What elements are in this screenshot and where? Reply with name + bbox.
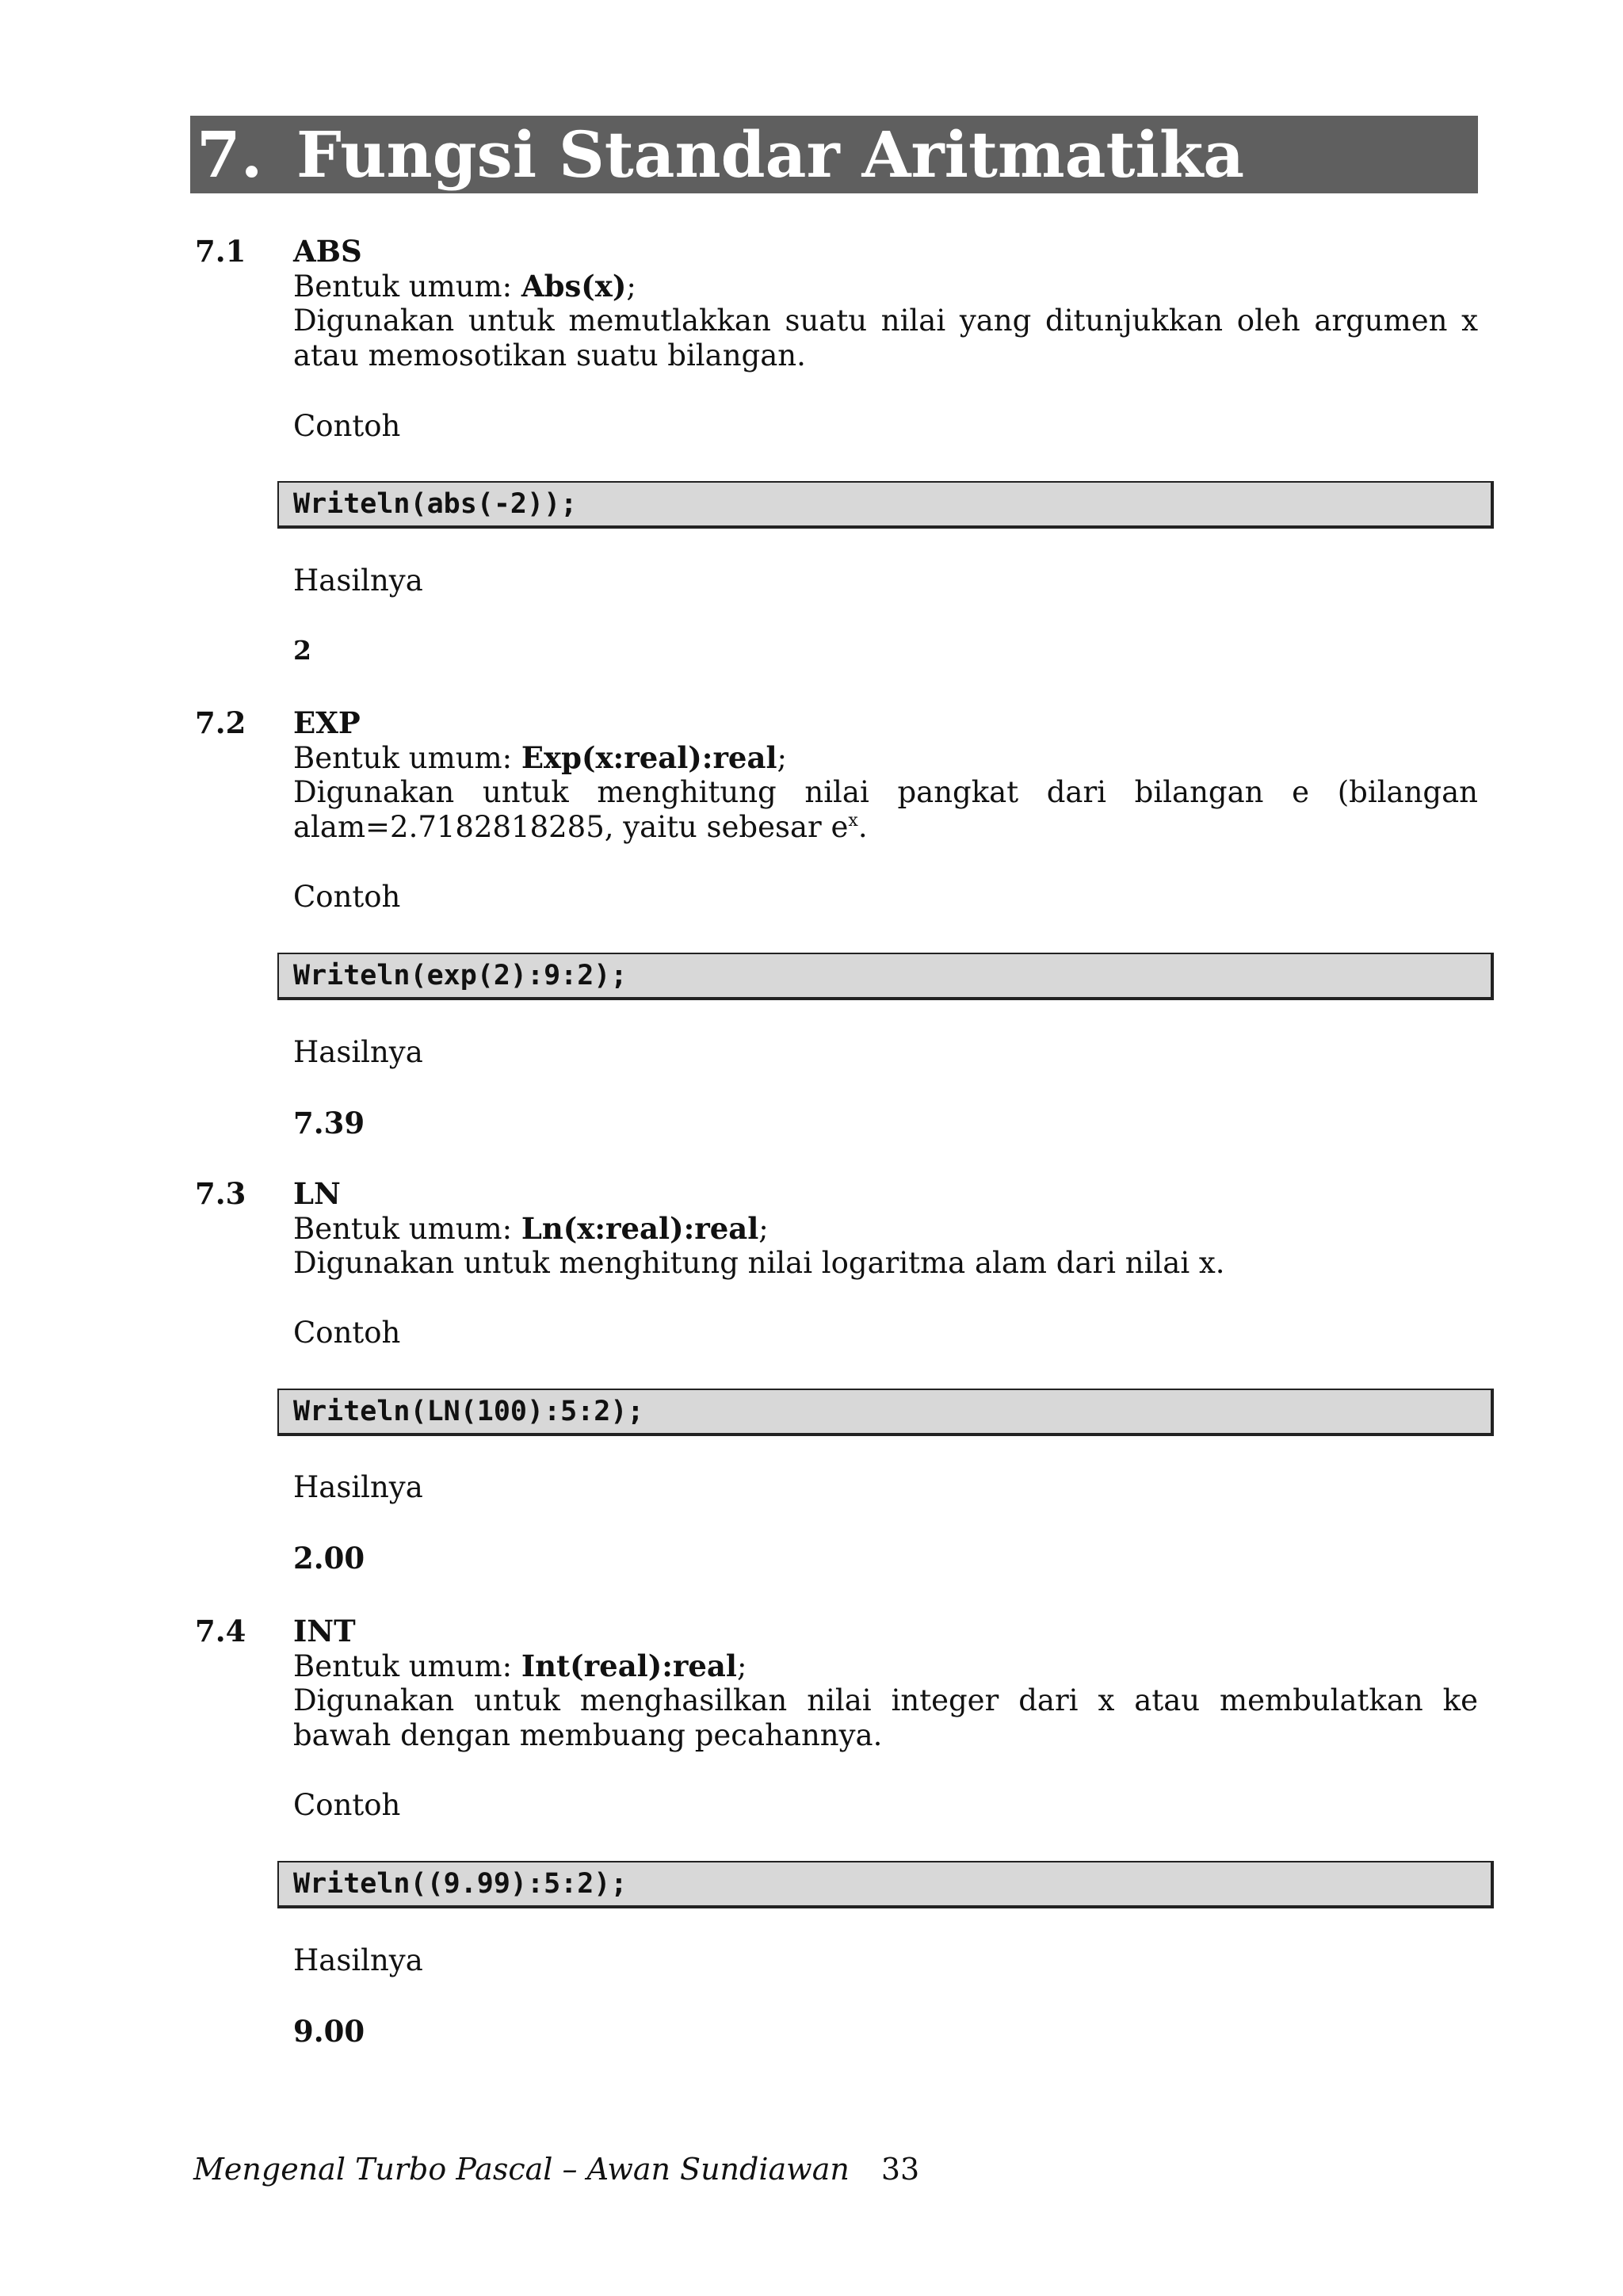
result-value: 7.39 — [293, 1106, 365, 1140]
result-value: 2 — [293, 635, 311, 666]
page-number: 33 — [880, 2152, 920, 2187]
section-title: EXP — [293, 705, 361, 740]
result-label: Hasilnya — [293, 563, 423, 598]
section-number: 7.4 — [195, 1614, 246, 1648]
result-value: 2.00 — [293, 1541, 365, 1576]
general-form: Bentuk umum: Exp(x:real):real; — [293, 740, 787, 775]
form-code: Int(real):real — [521, 1648, 737, 1683]
section-number: 7.1 — [195, 234, 246, 269]
section-title: INT — [293, 1614, 356, 1648]
example-label: Contoh — [293, 1788, 401, 1822]
example-label: Contoh — [293, 409, 401, 443]
example-label: Contoh — [293, 1316, 401, 1350]
result-label: Hasilnya — [293, 1943, 423, 1977]
form-code: Ln(x:real):real — [521, 1211, 759, 1246]
general-form: Bentuk umum: Abs(x); — [293, 269, 636, 304]
general-form: Bentuk umum: Int(real):real; — [293, 1648, 747, 1683]
section-title: LN — [293, 1176, 341, 1211]
description-line-1: Digunakan untuk menghitung nilai pangkat dari bilangan e (bilangan — [293, 775, 1478, 809]
description-line-2: alam=2.7182818285, yaitu sebesar $e^x$. — [293, 810, 868, 844]
page-footer — [193, 2151, 919, 2187]
book-title: Mengenal Turbo Pascal – Awan Sundiawan — [193, 2152, 850, 2187]
form-code: Abs(x) — [521, 269, 627, 304]
code-block: Writeln(abs(-2)); — [277, 481, 1494, 529]
description: Digunakan untuk menghasilkan nilai integer dari x atau membulatkan ke bawah dengan membuang pecahannya. — [293, 1683, 1478, 1752]
code-block: Writeln(exp(2):9:2); — [277, 953, 1494, 1000]
exponent: x — [848, 811, 858, 831]
form-code: Exp(x:real):real — [521, 740, 777, 775]
description: Digunakan untuk memutlakkan suatu nilai yang ditunjukkan oleh argumen x atau memosotikan suatu bilangan. — [293, 304, 1478, 372]
example-label: Contoh — [293, 880, 401, 914]
code-block: Writeln(LN(100):5:2); — [277, 1389, 1494, 1436]
description: Digunakan untuk menghitung nilai logaritma alam dari nilai x. — [293, 1246, 1225, 1280]
result-label: Hasilnya — [293, 1470, 423, 1504]
chapter-heading — [190, 116, 1478, 193]
code-block: Writeln((9.99):5:2); — [277, 1861, 1494, 1908]
general-form: Bentuk umum: Ln(x:real):real; — [293, 1211, 769, 1246]
chapter-title: Fungsi Standar Aritmatika — [296, 117, 1245, 192]
result-label: Hasilnya — [293, 1035, 423, 1069]
section-number: 7.3 — [195, 1176, 246, 1211]
chapter-number: 7. — [197, 117, 263, 192]
section-number: 7.2 — [195, 705, 246, 740]
section-title: ABS — [293, 234, 362, 269]
result-value: 9.00 — [293, 2014, 365, 2049]
